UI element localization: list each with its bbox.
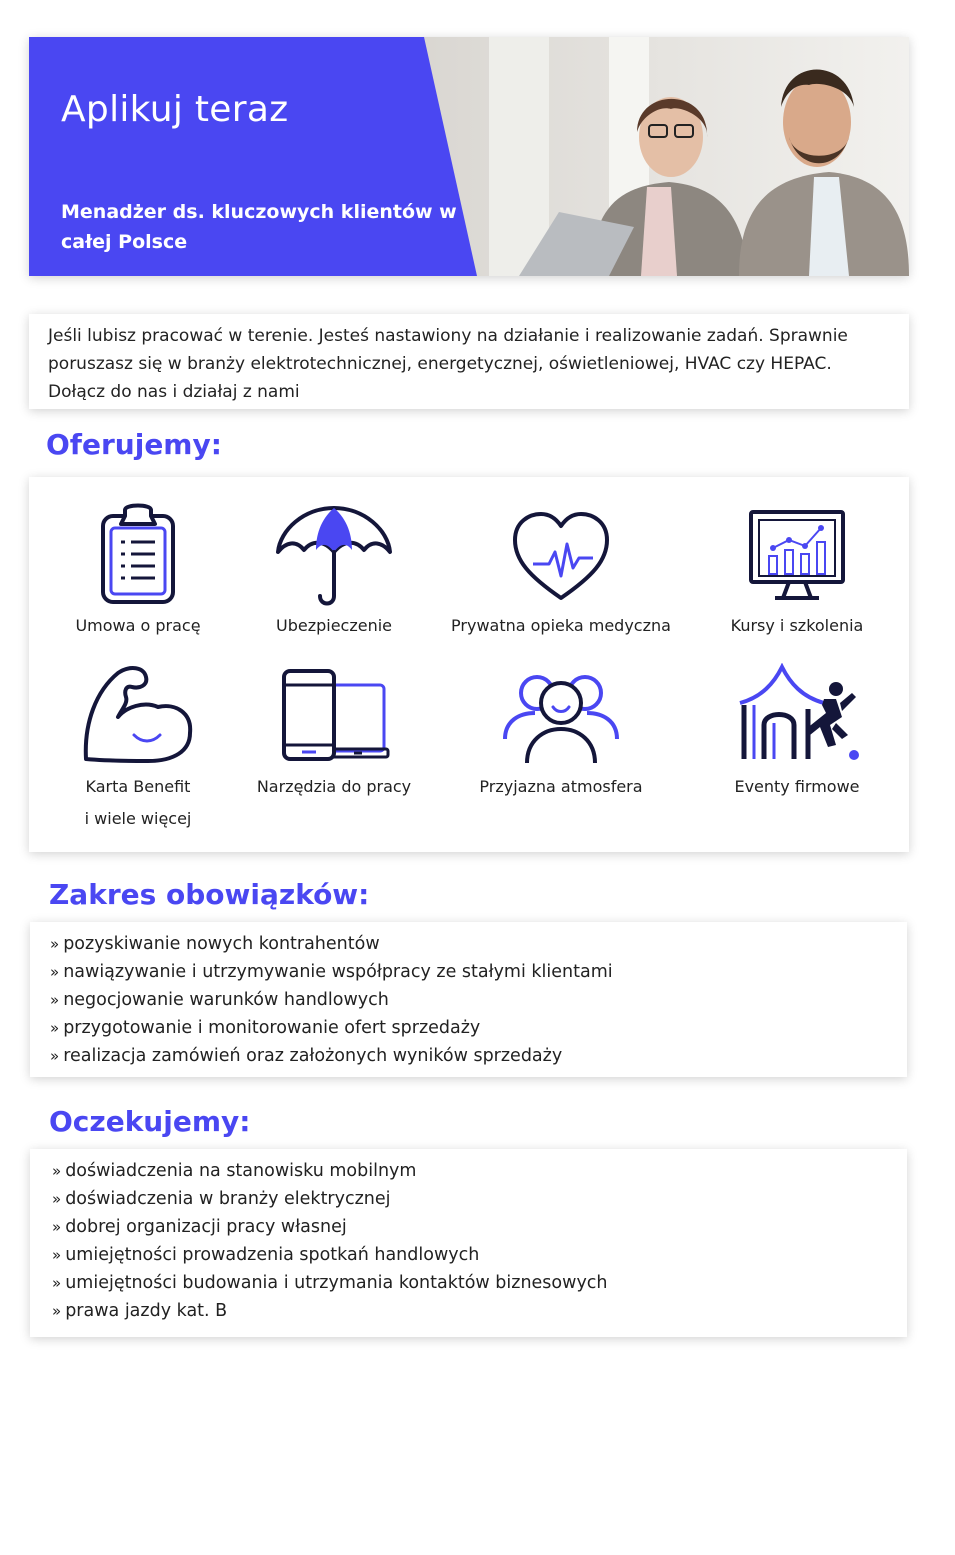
requirements-heading: Oczekujemy: — [49, 1105, 251, 1138]
list-item — [50, 958, 613, 986]
list-marker: » — [52, 1162, 62, 1180]
list-item — [52, 1241, 608, 1269]
list-marker: » — [52, 1302, 62, 1320]
benefits-card — [29, 477, 909, 852]
benefit-item-courses — [682, 502, 912, 642]
umbrella-icon — [274, 502, 394, 606]
list-item — [52, 1185, 608, 1213]
list-item — [52, 1157, 608, 1185]
list-item-text: umiejętności prowadzenia spotkań handlowych — [65, 1245, 480, 1265]
requirements-card — [30, 1149, 907, 1337]
benefit-label: Kursy i szkolenia — [730, 616, 864, 635]
list-item — [52, 1213, 608, 1241]
list-item — [50, 930, 613, 958]
list-item — [52, 1269, 608, 1297]
benefit-label: Przyjazna atmosfera — [479, 777, 643, 796]
people-icon — [501, 663, 621, 767]
list-marker: » — [52, 1274, 62, 1292]
offer-heading: Oferujemy: — [46, 428, 222, 461]
list-marker: » — [50, 1047, 60, 1065]
banner-subtitle: Menadżer ds. kluczowych klientów w całej Polsce — [61, 201, 457, 253]
list-item-text: nawiązywanie i utrzymywanie współpracy ze stałymi klientami — [63, 962, 613, 982]
list-item-text: negocjowanie warunków handlowych — [63, 990, 389, 1010]
banner-title: Aplikuj teraz — [61, 89, 289, 130]
list-item-text: doświadczenia na stanowisku mobilnym — [65, 1161, 417, 1181]
benefit-item-tools — [219, 663, 449, 803]
duties-card — [30, 922, 907, 1077]
intro-text: Jeśli lubisz pracować w terenie. Jesteś nastawiony na działanie i realizowanie zadań. Sprawnie poruszasz się w branży elektrotechnicznej, energetycznej, oświetleniowej, HVAC czy HEPAC. Dołącz do nas i działaj z nami — [48, 326, 848, 402]
list-item-text: umiejętności budowania i utrzymania kontaktów biznesowych — [65, 1273, 608, 1293]
list-item — [50, 1042, 613, 1070]
devices-icon — [274, 663, 394, 767]
benefit-label: Ubezpieczenie — [275, 616, 393, 635]
clipboard-icon — [93, 502, 183, 606]
list-item-text: doświadczenia w branży elektrycznej — [65, 1189, 391, 1209]
list-item-text: realizacja zamówień oraz założonych wyników sprzedaży — [63, 1046, 563, 1066]
intro-card — [29, 314, 909, 409]
list-marker: » — [52, 1190, 62, 1208]
list-marker: » — [50, 1019, 60, 1037]
benefit-item-medical — [446, 502, 676, 642]
list-item — [50, 986, 613, 1014]
benefit-label: Karta Benefit — [85, 777, 191, 796]
muscle-arm-icon — [78, 663, 198, 767]
duties-list — [50, 930, 613, 1070]
event-tent-icon — [732, 663, 862, 767]
list-item — [52, 1297, 608, 1325]
list-marker: » — [50, 963, 60, 981]
benefit-item-atmosphere — [446, 663, 676, 803]
list-item-text: dobrej organizacji pracy własnej — [65, 1217, 347, 1237]
benefit-label: Eventy firmowe — [734, 777, 860, 796]
duties-heading: Zakres obowiązków: — [49, 878, 370, 911]
list-marker: » — [52, 1218, 62, 1236]
benefit-label: Prywatna opieka medyczna — [451, 616, 671, 635]
heart-pulse-icon — [509, 502, 613, 606]
list-marker: » — [50, 935, 60, 953]
requirements-list — [52, 1157, 608, 1325]
header-banner — [29, 37, 909, 276]
list-marker: » — [52, 1246, 62, 1264]
benefit-item-insurance — [219, 502, 449, 642]
chart-monitor-icon — [745, 502, 849, 606]
benefit-label: Umowa o pracę — [75, 616, 201, 635]
list-item-text: prawa jazdy kat. B — [65, 1301, 228, 1321]
list-marker: » — [50, 991, 60, 1009]
list-item-text: pozyskiwanie nowych kontrahentów — [63, 934, 380, 954]
benefit-label-secondary: i wiele więcej — [84, 809, 192, 828]
list-item-text: przygotowanie i monitorowanie ofert sprzedaży — [63, 1018, 481, 1038]
benefit-label: Narzędzia do pracy — [256, 777, 412, 796]
list-item — [50, 1014, 613, 1042]
benefit-item-events — [682, 663, 912, 803]
